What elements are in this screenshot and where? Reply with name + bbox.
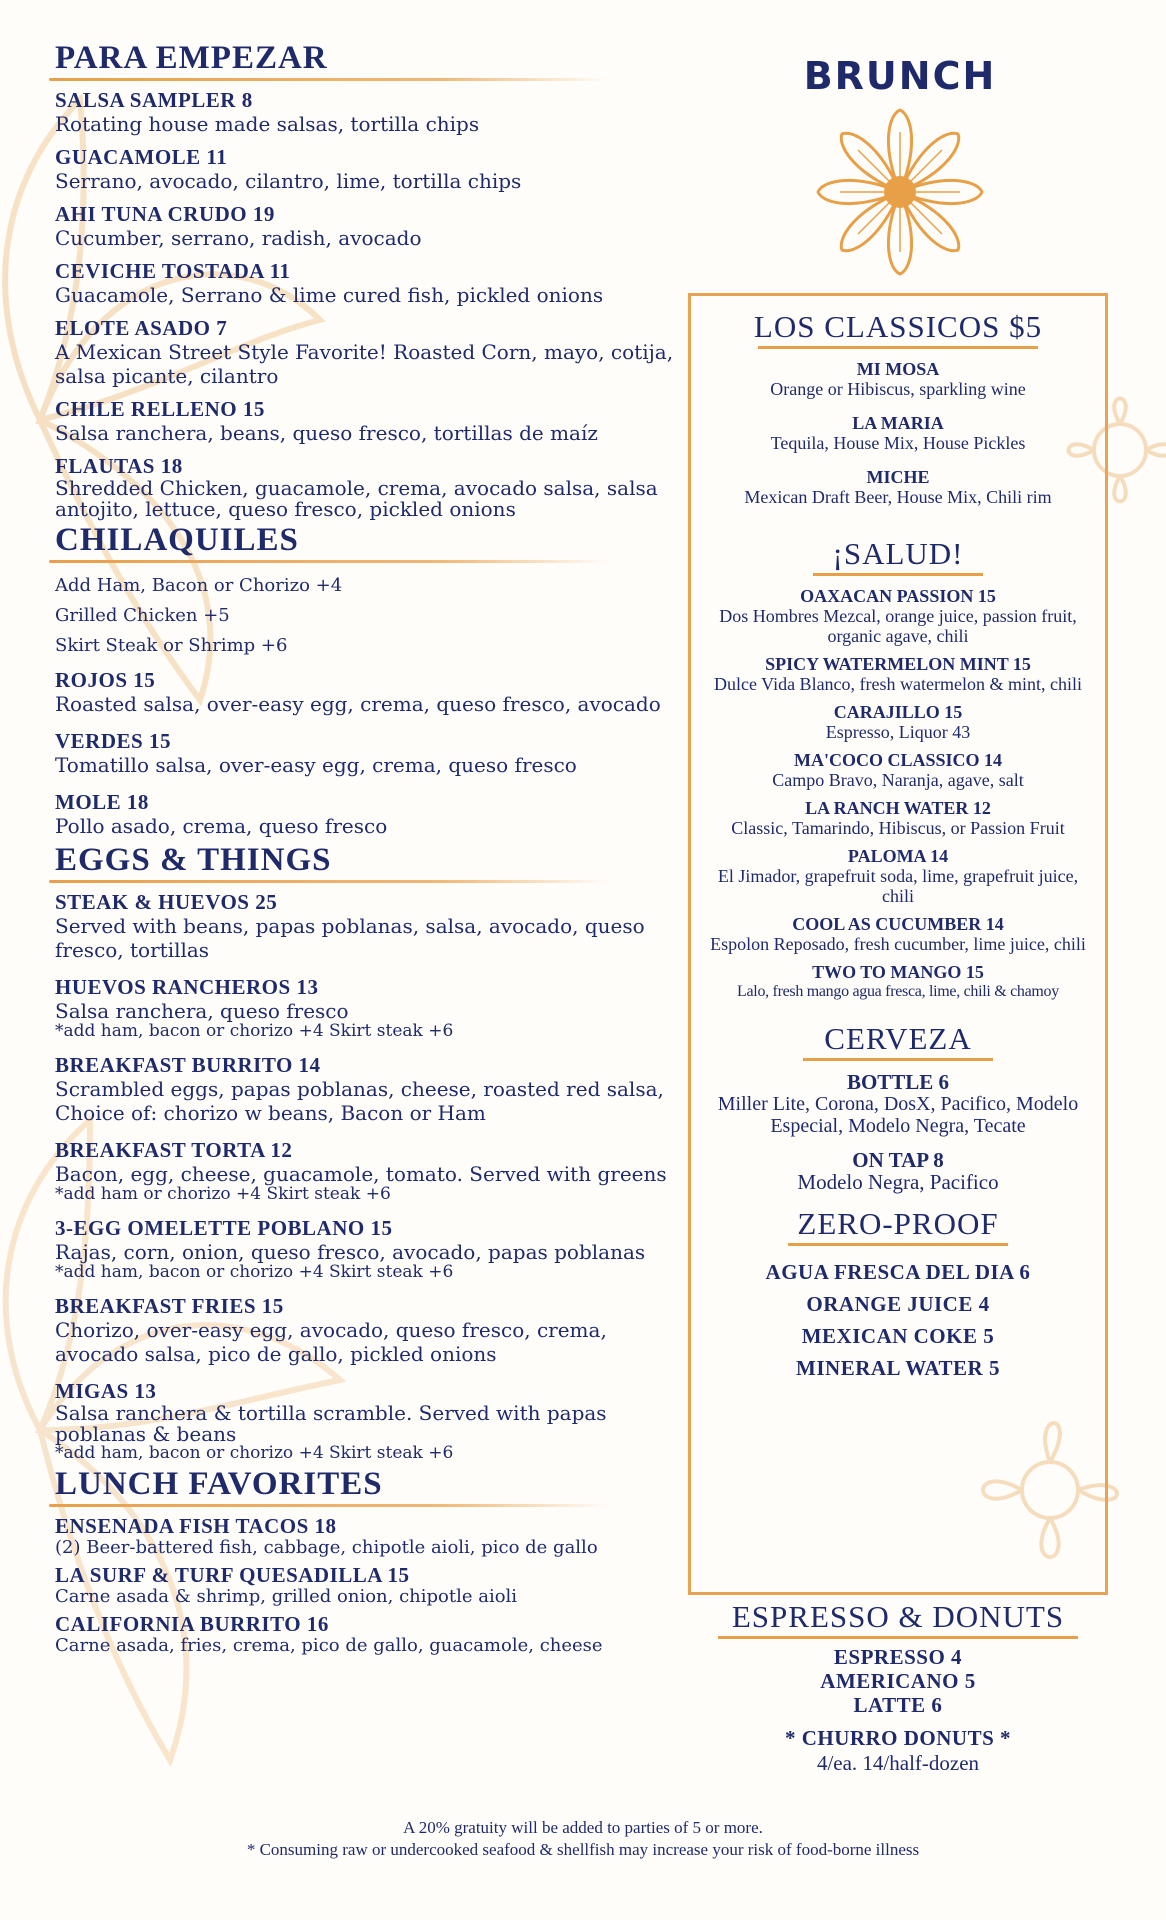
item-name: BREAKFAST BURRITO 14 xyxy=(55,1053,321,1077)
zero-proof-item: MEXICAN COKE 5 xyxy=(801,1324,995,1348)
drink-item xyxy=(691,359,1105,399)
section-title: EGGS & THINGS xyxy=(55,842,332,878)
drink-name: MI MOSA xyxy=(856,359,940,379)
section-divider xyxy=(813,573,983,576)
espresso-item: AMERICANO 5 xyxy=(820,1669,976,1693)
drink-name: TWO TO MANGO 15 xyxy=(812,962,984,982)
gratuity-notice: A 20% gratuity will be added to parties of 5 or more. xyxy=(403,1818,763,1837)
drink-item xyxy=(691,654,1105,694)
menu-item xyxy=(55,1515,685,1558)
item-note: *add ham or chorizo +4 Skirt steak +6 xyxy=(55,1184,391,1204)
left-column xyxy=(55,40,685,1666)
section-espresso-donuts xyxy=(688,1600,1108,1784)
drink-name: MICHE xyxy=(866,467,930,487)
item-desc: Salsa ranchera, queso fresco xyxy=(55,999,349,1023)
item-name: ELOTE ASADO 7 xyxy=(55,316,228,340)
section-divider xyxy=(758,346,1038,349)
addon-option: Add Ham, Bacon or Chorizo +4 xyxy=(55,575,343,596)
drink-name: ON TAP 8 xyxy=(852,1148,944,1172)
item-desc: Shredded Chicken, guacamole, crema, avocado salsa, salsa antojito, lettuce, queso fresco, pickled onions xyxy=(55,476,658,521)
right-column xyxy=(690,40,1110,282)
drink-name: MA'COCO CLASSICO 14 xyxy=(793,750,1003,770)
addon-option: Skirt Steak or Shrimp +6 xyxy=(55,635,288,656)
item-desc: (2) Beer-battered fish, cabbage, chipotle aioli, pico de gallo xyxy=(55,1537,598,1558)
drink-item xyxy=(691,846,1105,906)
item-name: CEVICHE TOSTADA 11 xyxy=(55,259,291,283)
item-name: MIGAS 13 xyxy=(55,1379,157,1403)
drink-item xyxy=(691,962,1105,1002)
drink-desc: Espolon Reposado, fresh cucumber, lime juice, chili xyxy=(710,934,1086,954)
item-name: FLAUTAS 18 xyxy=(55,454,183,478)
item-desc: Carne asada & shrimp, grilled onion, chipotle aioli xyxy=(55,1586,518,1607)
item-desc: Pollo asado, crema, queso fresco xyxy=(55,814,388,838)
menu-item xyxy=(55,976,685,1040)
drink-desc: Mexican Draft Beer, House Mix, Chili rim xyxy=(744,487,1052,507)
item-name: MOLE 18 xyxy=(55,790,149,814)
menu-item xyxy=(55,730,685,777)
section-divider xyxy=(788,1243,1008,1246)
section-divider xyxy=(718,1636,1078,1639)
item-name: GUACAMOLE 11 xyxy=(55,145,228,169)
flower-logo xyxy=(810,102,990,282)
drink-desc: Tequila, House Mix, House Pickles xyxy=(770,433,1026,453)
section-lunch-favorites xyxy=(55,1466,685,1656)
item-name: STEAK & HUEVOS 25 xyxy=(55,890,278,914)
item-name: VERDES 15 xyxy=(55,729,171,753)
drink-desc: Orange or Hibiscus, sparkling wine xyxy=(770,379,1026,399)
drink-desc: Espresso, Liquor 43 xyxy=(825,722,971,742)
section-salud xyxy=(691,537,1105,1002)
item-desc: Tomatillo salsa, over-easy egg, crema, queso fresco xyxy=(55,753,577,777)
drink-name: LA MARIA xyxy=(852,413,944,433)
raw-food-warning: * Consuming raw or undercooked seafood & shellfish may increase your risk of food-borne illness xyxy=(246,1840,920,1859)
section-title: CHILAQUILES xyxy=(55,522,299,558)
drink-item xyxy=(691,467,1105,507)
section-title: ¡SALUD! xyxy=(832,536,964,571)
section-divider xyxy=(49,1504,609,1507)
zero-proof-item: AGUA FRESCA DEL DIA 6 xyxy=(765,1260,1031,1284)
item-name: SALSA SAMPLER 8 xyxy=(55,88,253,112)
section-divider xyxy=(803,1058,993,1061)
drink-desc: El Jimador, grapefruit soda, lime, grapefruit juice, chili xyxy=(717,866,1079,906)
item-desc: Bacon, egg, cheese, guacamole, tomato. Served with greens xyxy=(55,1162,667,1186)
zero-proof-item: MINERAL WATER 5 xyxy=(796,1356,1000,1380)
drink-name: PALOMA 14 xyxy=(847,846,949,866)
item-name: CALIFORNIA BURRITO 16 xyxy=(55,1612,329,1636)
section-title: CERVEZA xyxy=(824,1021,972,1056)
item-name: BREAKFAST FRIES 15 xyxy=(55,1294,284,1318)
drink-desc: Modelo Negra, Pacifico xyxy=(797,1170,999,1194)
item-name: AHI TUNA CRUDO 19 xyxy=(55,202,275,226)
item-desc: Scrambled eggs, papas poblanas, cheese, roasted red salsa, Choice of: chorizo w beans, Bacon or Ham xyxy=(55,1077,664,1125)
item-desc: Rajas, corn, onion, queso fresco, avocado, papas poblanas xyxy=(55,1240,646,1264)
drink-desc: Dos Hombres Mezcal, orange juice, passion fruit, organic agave, chili xyxy=(719,606,1077,646)
item-name: 3-EGG OMELETTE POBLANO 15 xyxy=(55,1216,393,1240)
drink-name: OAXACAN PASSION 15 xyxy=(800,586,996,606)
menu-item xyxy=(55,203,685,250)
item-desc: Guacamole, Serrano & lime cured fish, pickled onions xyxy=(55,283,604,307)
section-divider xyxy=(49,880,609,883)
menu-item xyxy=(55,791,685,838)
drink-desc: Lalo, fresh mango agua fresca, lime, chili & chamoy xyxy=(737,983,1059,1000)
addon-option: Grilled Chicken +5 xyxy=(55,605,230,626)
item-desc: Roasted salsa, over-easy egg, crema, queso fresco, avocado xyxy=(55,692,661,716)
item-name: HUEVOS RANCHEROS 13 xyxy=(55,975,319,999)
section-title: LOS CLASSICOS $5 xyxy=(753,309,1043,344)
item-desc: Serrano, avocado, cilantro, lime, tortilla chips xyxy=(55,169,522,193)
menu-item xyxy=(55,1217,685,1281)
section-title: ZERO-PROOF xyxy=(797,1206,999,1241)
drink-item xyxy=(691,1071,1105,1137)
menu-item xyxy=(55,89,685,136)
menu-item xyxy=(55,146,685,193)
section-divider xyxy=(49,560,609,563)
menu-item xyxy=(55,891,685,962)
drink-name: SPICY WATERMELON MINT 15 xyxy=(765,654,1031,674)
item-note: *add ham, bacon or chorizo +4 Skirt steak +6 xyxy=(55,1021,454,1041)
item-desc: Salsa ranchera, beans, queso fresco, tortillas de maíz xyxy=(55,421,598,445)
drink-name: BOTTLE 6 xyxy=(846,1070,950,1094)
churro-donuts-price: 4/ea. 14/half-dozen xyxy=(816,1751,980,1775)
drink-item xyxy=(691,702,1105,742)
drink-item xyxy=(691,1149,1105,1193)
item-desc: Salsa ranchera & tortilla scramble. Served with papas poblanas & beans xyxy=(55,1401,607,1446)
section-para-empezar xyxy=(55,40,685,520)
brunch-title: BRUNCH xyxy=(803,54,997,98)
item-name: BREAKFAST TORTA 12 xyxy=(55,1138,293,1162)
drink-name: LA RANCH WATER 12 xyxy=(805,798,991,818)
item-name: CHILE RELLENO 15 xyxy=(55,397,265,421)
menu-item xyxy=(55,1380,685,1462)
menu-item xyxy=(55,1054,685,1125)
menu-item xyxy=(55,1613,685,1656)
drink-item xyxy=(691,798,1105,838)
churro-donuts-title: * CHURRO DONUTS * xyxy=(784,1726,1012,1750)
drink-item xyxy=(691,914,1105,954)
item-desc: Chorizo, over-easy egg, avocado, queso fresco, crema, avocado salsa, pico de gallo, pickled onions xyxy=(55,1318,607,1366)
drink-name: CARAJILLO 15 xyxy=(833,702,963,722)
menu-item xyxy=(55,1295,685,1366)
item-desc: Cucumber, serrano, radish, avocado xyxy=(55,226,422,250)
drink-desc: Classic, Tamarindo, Hibiscus, or Passion Fruit xyxy=(731,818,1065,838)
drink-desc: Campo Bravo, Naranja, agave, salt xyxy=(772,770,1024,790)
section-cerveza xyxy=(691,1022,1105,1193)
drink-item xyxy=(691,413,1105,453)
drink-desc: Dulce Vida Blanco, fresh watermelon & mint, chili xyxy=(714,674,1082,694)
drink-desc: Miller Lite, Corona, DosX, Pacifico, Modelo Especial, Modelo Negra, Tecate xyxy=(717,1093,1079,1137)
drink-item xyxy=(691,586,1105,646)
drink-item xyxy=(691,750,1105,790)
section-divider xyxy=(49,78,609,81)
item-desc: Served with beans, papas poblanas, salsa, avocado, queso fresco, tortillas xyxy=(55,914,645,962)
section-zero-proof xyxy=(691,1207,1105,1384)
menu-item xyxy=(55,398,685,445)
item-name: LA SURF & TURF QUESADILLA 15 xyxy=(55,1563,410,1587)
section-chilaquiles xyxy=(55,522,685,838)
section-eggs-things xyxy=(55,842,685,1462)
zero-proof-item: ORANGE JUICE 4 xyxy=(806,1292,990,1316)
item-desc: A Mexican Street Style Favorite! Roasted Corn, mayo, cotija, salsa picante, cilantro xyxy=(55,340,674,388)
item-desc: Carne asada, fries, crema, pico de gallo, guacamole, cheese xyxy=(55,1635,603,1656)
menu-item xyxy=(55,1139,685,1203)
item-desc: Rotating house made salsas, tortilla chips xyxy=(55,112,480,136)
section-title: PARA EMPEZAR xyxy=(55,40,328,76)
espresso-item: ESPRESSO 4 xyxy=(833,1645,963,1669)
section-title: LUNCH FAVORITES xyxy=(55,1466,383,1502)
item-note: *add ham, bacon or chorizo +4 Skirt steak +6 xyxy=(55,1443,454,1463)
menu-item xyxy=(55,1564,685,1607)
espresso-item: LATTE 6 xyxy=(853,1693,943,1717)
menu-item xyxy=(55,260,685,307)
menu-item xyxy=(55,455,685,520)
item-name: ROJOS 15 xyxy=(55,668,156,692)
drinks-box xyxy=(688,293,1108,1595)
item-note: *add ham, bacon or chorizo +4 Skirt steak +6 xyxy=(55,1262,454,1282)
section-title: ESPRESSO & DONUTS xyxy=(731,1599,1065,1634)
item-name: ENSENADA FISH TACOS 18 xyxy=(55,1514,337,1538)
section-los-clasicos xyxy=(691,310,1105,507)
menu-item xyxy=(55,317,685,388)
drink-name: COOL AS CUCUMBER 14 xyxy=(792,914,1004,934)
menu-item xyxy=(55,669,685,716)
